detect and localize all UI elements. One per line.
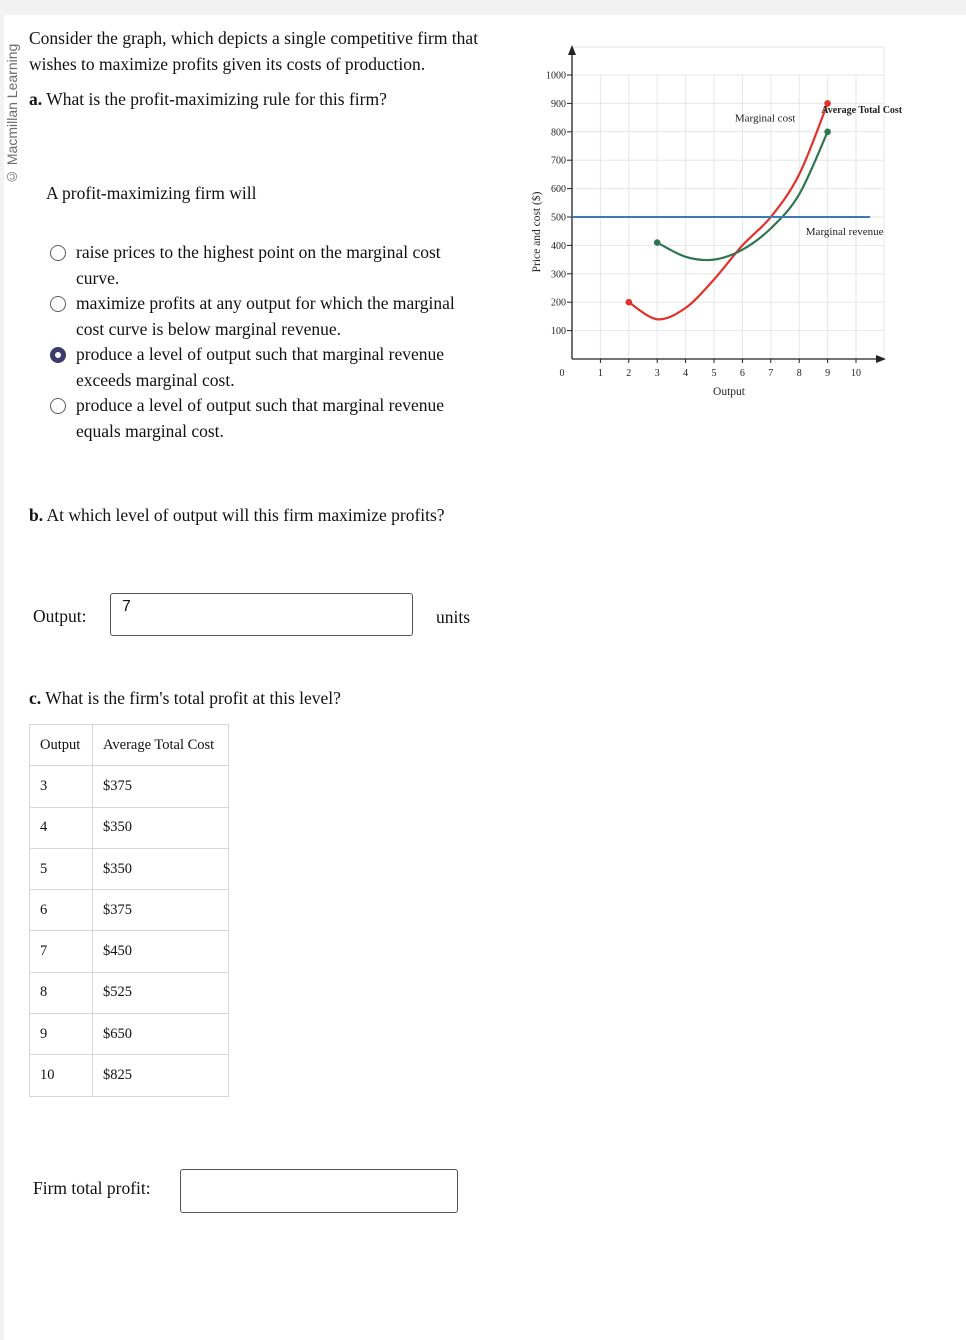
question-b-text: At which level of output will this firm maximize profits?: [46, 505, 445, 525]
option-2[interactable]: [50, 291, 470, 342]
units-label: units: [436, 607, 471, 627]
cell-atc: $825: [93, 1055, 229, 1096]
answer-options: [50, 240, 470, 444]
average-total-cost-label: Average Total Cost: [821, 105, 903, 117]
question-b-label: b.: [29, 505, 44, 525]
question-c-text: What is the firm's total profit at this level?: [45, 688, 341, 708]
cell-output: 9: [30, 1014, 93, 1055]
table-row: [30, 972, 229, 1013]
x-tick-label: 6: [739, 368, 745, 379]
cell-atc: $350: [93, 807, 229, 848]
radio-button-3-selected[interactable]: [50, 347, 66, 363]
average-total-cost-end-point: [824, 129, 831, 136]
option-4[interactable]: [50, 393, 470, 444]
y-tick-label: 100: [551, 326, 566, 338]
x-tick-label: 9: [825, 368, 831, 379]
question-a-prompt: A profit-maximizing firm will: [46, 183, 257, 203]
x-tick-label: 3: [654, 368, 660, 379]
option-1-label: raise prices to the highest point on the marginal cost curve.: [76, 242, 441, 288]
y-tick-label: 500: [551, 212, 566, 224]
x-tick-label: 1: [597, 368, 603, 379]
y-tick-label: 700: [551, 155, 566, 167]
table-row: [30, 1014, 229, 1055]
table-row: [30, 766, 229, 807]
marginal-cost-curve: [629, 103, 828, 319]
x-tick-label: 4: [683, 368, 689, 379]
cell-atc: $350: [93, 848, 229, 889]
option-3[interactable]: [50, 342, 470, 393]
column-header-output: Output: [30, 725, 93, 766]
total-profit-input[interactable]: [180, 1169, 458, 1213]
cell-output: 6: [30, 890, 93, 931]
cost-revenue-chart: [524, 40, 944, 410]
cell-atc: $375: [93, 890, 229, 931]
column-header-atc: Average Total Cost: [93, 725, 229, 766]
x-tick-label: 5: [711, 368, 717, 379]
x-tick-label: 2: [626, 368, 632, 379]
x-tick-label: 7: [768, 368, 774, 379]
option-2-label: maximize profits at any output for which the marginal cost curve is below marginal revenue.: [76, 293, 455, 339]
y-tick-label: 800: [551, 127, 566, 139]
cell-output: 10: [30, 1055, 93, 1096]
table-row: [30, 848, 229, 889]
y-tick-label: 900: [551, 98, 566, 110]
question-c-label: c.: [29, 688, 42, 708]
question-a: [29, 86, 387, 112]
cell-output: 3: [30, 766, 93, 807]
marginal-cost-label: Marginal cost: [734, 112, 796, 125]
copyright-watermark: © Macmillan Learning: [4, 43, 20, 185]
cell-output: 5: [30, 848, 93, 889]
plot-frame: [572, 47, 884, 359]
table-row: [30, 931, 229, 972]
option-3-label: produce a level of output such that marginal revenue exceeds marginal cost.: [76, 344, 445, 390]
y-tick-label: 200: [551, 297, 566, 309]
x-tick-label: 10: [851, 368, 861, 379]
y-tick-label: 300: [551, 269, 566, 281]
y-tick-label: 400: [551, 240, 566, 252]
question-a-text: What is the profit-maximizing rule for this firm?: [46, 89, 387, 109]
radio-button-1[interactable]: [50, 245, 66, 261]
option-4-label: produce a level of output such that marginal revenue equals marginal cost.: [76, 395, 445, 441]
average-total-cost-table: [29, 724, 229, 1097]
question-a-label: a.: [29, 89, 43, 109]
radio-button-2[interactable]: [50, 296, 66, 312]
option-1[interactable]: [50, 240, 470, 291]
intro-text: Consider the graph, which depicts a single competitive firm that wishes to maximize profits given its costs of production.: [29, 28, 479, 74]
y-axis-title: Price and cost ($): [531, 191, 543, 273]
total-profit-label: Firm total profit:: [33, 1178, 151, 1198]
marginal-revenue-label: Marginal revenue: [805, 226, 884, 239]
radio-button-4[interactable]: [50, 398, 66, 414]
table-row: [30, 807, 229, 848]
cell-output: 4: [30, 807, 93, 848]
table-header-row: [30, 725, 229, 766]
average-total-cost-start-point: [654, 239, 661, 246]
cell-output: 7: [30, 931, 93, 972]
y-tick-label: 600: [551, 184, 566, 196]
cell-atc: $375: [93, 766, 229, 807]
cell-atc: $525: [93, 972, 229, 1013]
x-axis-title: Output: [713, 386, 745, 398]
cell-atc: $450: [93, 931, 229, 972]
x-tick-label: 8: [796, 368, 802, 379]
table-row: [30, 890, 229, 931]
x-tick-label: 0: [559, 368, 565, 379]
cell-output: 8: [30, 972, 93, 1013]
y-tick-label: 1000: [546, 70, 566, 82]
output-input[interactable]: 7: [110, 593, 413, 636]
question-b: [29, 505, 445, 526]
output-field-label: Output:: [33, 606, 87, 626]
marginal-cost-start-point: [626, 299, 633, 306]
question-c: [29, 688, 341, 709]
table-row: [30, 1055, 229, 1096]
cell-atc: $650: [93, 1014, 229, 1055]
